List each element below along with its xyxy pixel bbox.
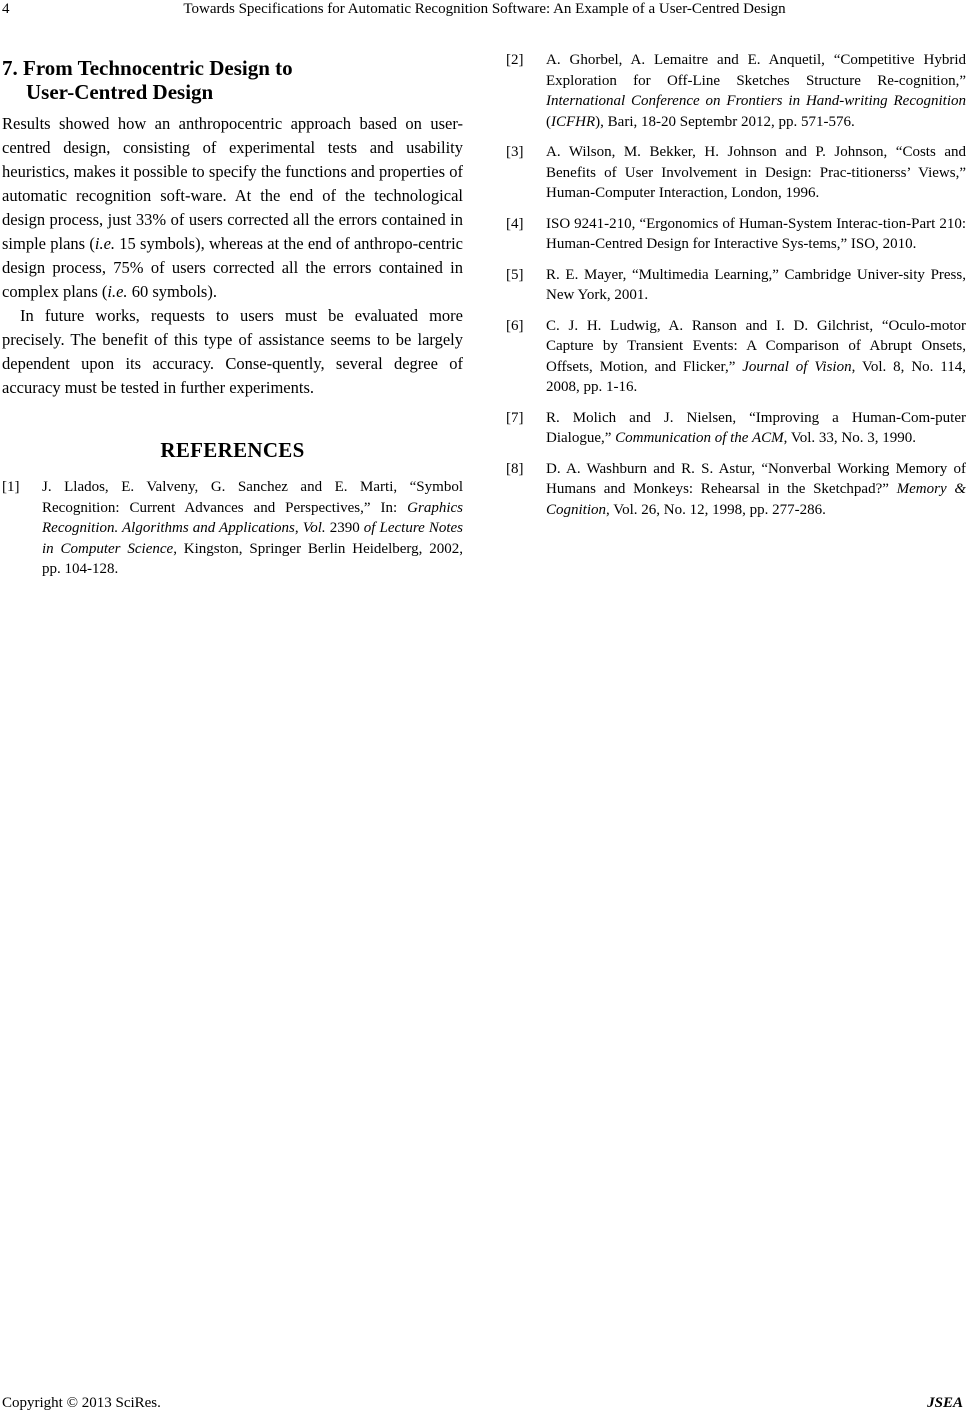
reference-number: [5] (506, 266, 524, 283)
reference-text (42, 477, 463, 580)
reference-number: [7] (506, 409, 524, 426)
page-footer (0, 1394, 969, 1414)
reference-number: [6] (506, 317, 524, 334)
para1-text-1: Results showed how an anthropocentric approach based on user-centred design, consisting of experimental tests and usability heuristics, makes it possible to specify the functions and properties of automatic recognition soft-ware. At the end of the technological design process, just 33% of users corrected all the errors contained in simple plans ( (2, 114, 463, 253)
ref2-italic-1: International Conference on Frontiers in Hand-writing Recognition (546, 93, 966, 109)
conclusion-paragraph-2: In future works, requests to users must be evaluated more precisely. The benefit of this type of assistance seems to be largely dependent upon its accuracy. Conse-quently, several degree of accuracy must be tested in further experiments. (2, 306, 463, 397)
ref6-italic-1: Journal of Vision (742, 358, 852, 375)
reference-number: [1] (2, 479, 20, 495)
ref6-part-b: , Vol. 8, No. 114, 2008, pp. 1-16. (546, 358, 966, 395)
reference-text (546, 459, 966, 521)
ref1-part-d: , Kingston, Springer Berlin Heidelberg, 2002, pp. 104-128. (42, 540, 463, 577)
reference-text (546, 316, 966, 398)
ref2-italic-2: ICFHR (551, 113, 596, 130)
reference-6 (506, 316, 966, 398)
journal-abbreviation: JSEA (927, 1395, 963, 1411)
reference-number: [4] (506, 215, 524, 232)
right-column (506, 50, 966, 530)
reference-text: ISO 9241-210, “Ergonomics of Human-System Interac-tion-Part 210: Human-Centred Design for Interactive Sys-tems,” ISO, 2010. (546, 215, 966, 252)
reference-5 (506, 265, 966, 306)
para1-ie-1: i.e. (94, 234, 116, 253)
ref6-part-a: C. J. H. Ludwig, A. Ranson and I. D. Gilchrist, “Oculo-motor Capture by Transient Events: A Comparison of Abrupt Onsets, Offsets, Motion, and Flicker,” (546, 317, 966, 375)
reference-number: [8] (506, 460, 524, 477)
ref8-italic-1: Memory & Cognition (546, 481, 966, 518)
ref8-part-a: D. A. Washburn and R. S. Astur, “Nonverbal Working Memory of Humans and Monkeys: Rehearsal in the Sketchpad?” (546, 460, 966, 497)
reference-7 (506, 408, 966, 449)
reference-number: [2] (506, 52, 524, 68)
ref7-italic-1: Communication of the ACM (615, 430, 784, 446)
page-header (0, 0, 969, 20)
left-column (2, 50, 463, 590)
reference-text (546, 408, 966, 449)
reference-2 (506, 50, 966, 132)
running-title: Towards Specifications for Automatic Recognition Software: An Example of a User-Centred Design (183, 1, 786, 17)
ref1-part-c: 2390 (325, 520, 364, 536)
ref8-part-b: , Vol. 26, No. 12, 1998, pp. 277-286. (606, 501, 826, 518)
reference-8 (506, 459, 966, 521)
ref2-part-a: A. Ghorbel, A. Lemaitre and E. Anquetil, “Competitive Hybrid Exploration for Off-Line Sketches Structure Re-cognition,” (546, 52, 966, 89)
section-heading-line1: 7. From Technocentric Design to (2, 56, 293, 80)
section-heading-line2: User-Centred Design (26, 80, 214, 104)
ref2-part-c: ), Bari, 18-20 Septembr 2012, pp. 571-576. (595, 113, 855, 130)
reference-1 (2, 477, 463, 580)
para1-ie-2: i.e. (107, 282, 128, 301)
reference-text: A. Wilson, M. Bekker, H. Johnson and P. Johnson, “Costs and Benefits of User Involvement in Design: Prac-titionerss’ Views,” Human-Computer Interaction, London, 1996. (546, 144, 966, 201)
ref1-italic-1: Graphics Recognition. Algorithms and Applications (42, 499, 463, 536)
reference-number: [3] (506, 144, 524, 160)
section-heading (2, 56, 463, 104)
ref1-italic-2: Vol. (302, 520, 326, 536)
para1-text-2: 15 symbols), whereas at the end of anthropo-centric design process, 75% of users corrected all the errors contained in complex plans ( (2, 234, 463, 301)
reference-text (546, 50, 966, 132)
conclusion-paragraph-1 (2, 112, 463, 304)
ref1-part-b: , (294, 520, 303, 536)
ref7-part-a: R. Molich and J. Nielsen, “Improving a Human-Com-puter Dialogue,” (546, 409, 966, 446)
references-heading: REFERENCES (160, 438, 305, 462)
reference-4 (506, 214, 966, 255)
para1-text-3: 60 symbols). (127, 282, 217, 301)
ref2-part-b: ( (546, 113, 551, 130)
reference-text: R. E. Mayer, “Multimedia Learning,” Cambridge Univer-sity Press, New York, 2001. (546, 266, 966, 303)
ref1-part-a: J. Llados, E. Valveny, G. Sanchez and E. Marti, “Symbol Recognition: Current Advances and Perspectives,” In: (42, 479, 463, 516)
ref7-part-b: , Vol. 33, No. 3, 1990. (783, 430, 916, 446)
reference-3 (506, 142, 966, 204)
page-number: 4 (2, 1, 10, 17)
copyright-notice: Copyright © 2013 SciRes. (2, 1395, 161, 1411)
ref1-italic-3: of Lecture Notes in Computer Science (42, 520, 464, 557)
